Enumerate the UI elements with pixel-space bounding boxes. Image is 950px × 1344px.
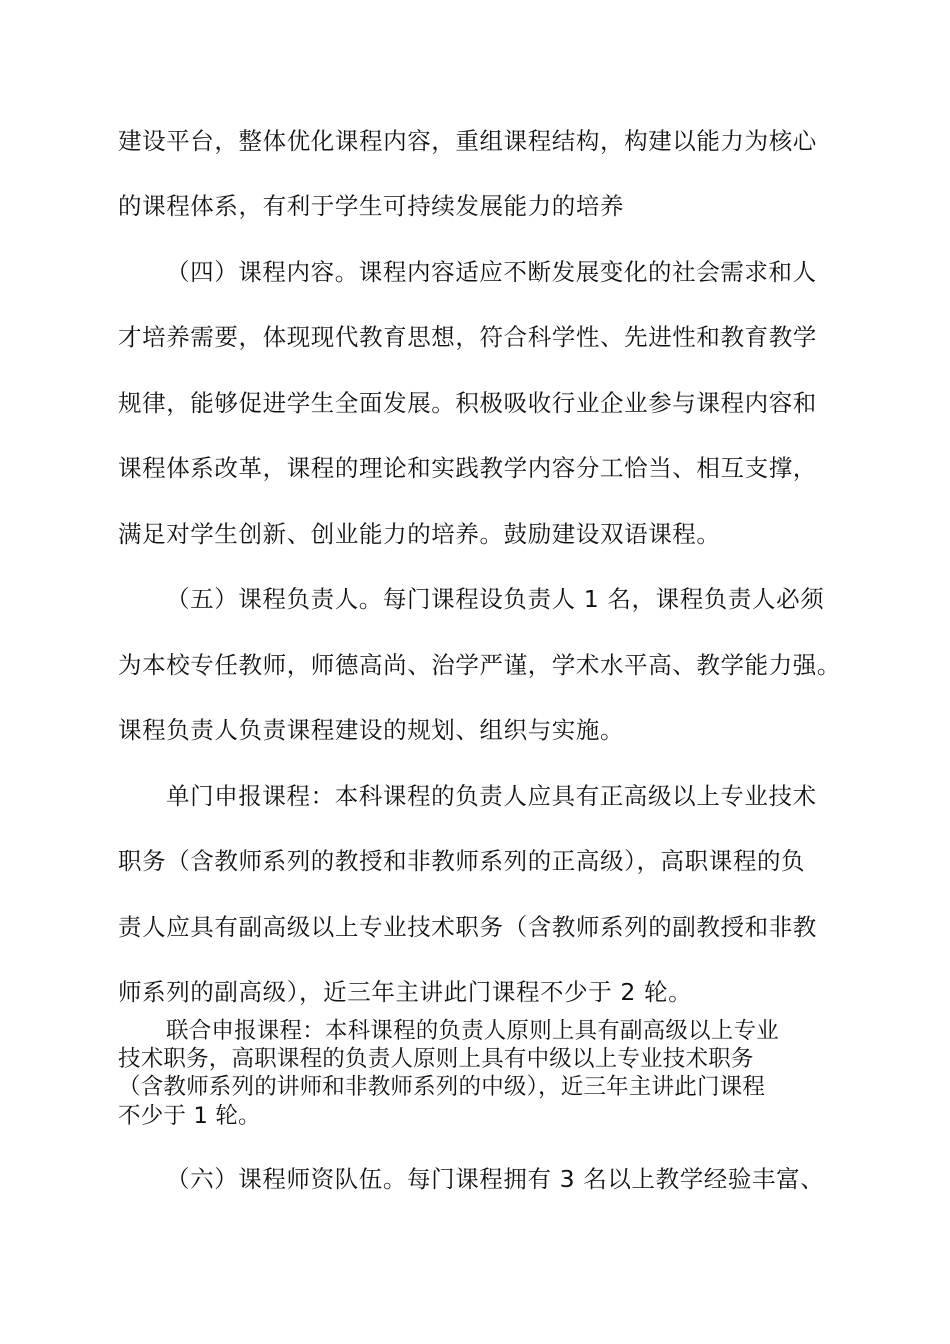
section-heading-4: （四）课程内容。课程内容适应不断发展变化的社会需求和人: [166, 258, 817, 286]
text-line: 建设平台，整体优化课程内容，重组课程结构，构建以能力为核心: [118, 127, 817, 155]
text-line: 责人应具有副高级以上专业技术职务（含教师系列的副教授和非教: [118, 913, 817, 941]
text-line: 职务（含教师系列的教授和非教师系列的正高级），高职课程的负: [118, 847, 806, 875]
text-line: 规律，能够促进学生全面发展。积极吸收行业企业参与课程内容和: [118, 389, 817, 417]
paragraph-single-course: 单门申报课程：本科课程的负责人应具有正高级以上专业技术: [166, 782, 817, 810]
text-line: 师系列的副高级），近三年主讲此门课程不少于 2 轮。: [118, 978, 693, 1006]
text-line: （含教师系列的讲师和非教师系列的中级），近三年主讲此门课程: [118, 1074, 766, 1100]
text-line: 课程负责人负责课程建设的规划、组织与实施。: [118, 716, 625, 744]
section-heading-6: （六）课程师资队伍。每门课程拥有 3 名以上教学经验丰富、: [166, 1165, 825, 1193]
text-line: 不少于 1 轮。: [118, 1103, 261, 1129]
paragraph-joint-course: 联合申报课程：本科课程的负责人原则上具有副高级以上专业: [166, 1018, 779, 1044]
text-line: 为本校专任教师，师德高尚、治学严谨，学术水平高、教学能力强。: [118, 651, 841, 679]
section-heading-5: （五）课程负责人。每门课程设负责人 1 名，课程负责人必须: [166, 585, 825, 613]
text-line: 课程体系改革，课程的理论和实践教学内容分工恰当、相互支撑，: [118, 454, 817, 482]
text-line: 技术职务，高职课程的负责人原则上具有中级以上专业技术职务: [118, 1046, 754, 1072]
text-line: 才培养需要，体现现代教育思想，符合科学性、先进性和教育教学: [118, 323, 817, 351]
text-line: 满足对学生创新、创业能力的培养。鼓励建设双语课程。: [118, 520, 721, 548]
text-line: 的课程体系，有利于学生可持续发展能力的培养: [118, 192, 625, 220]
